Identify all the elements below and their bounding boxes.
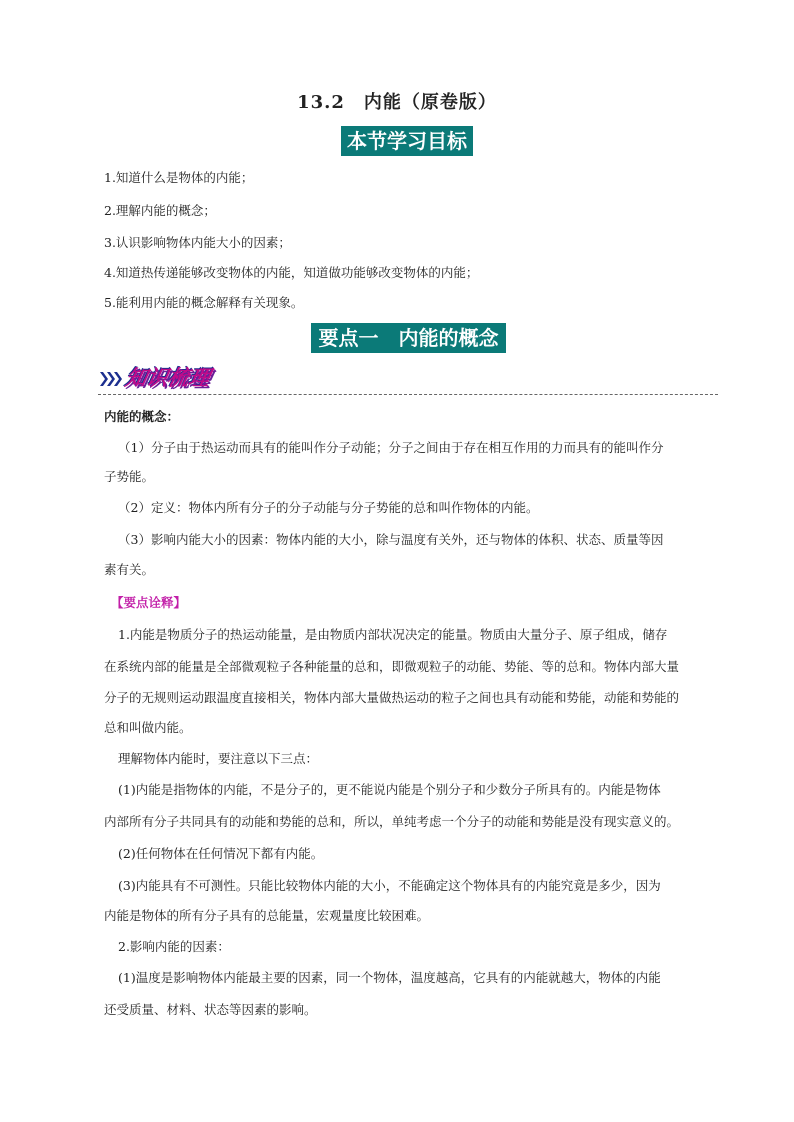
page-title: 13.2 内能（原卷版） [297,92,497,113]
paragraph-line: 还受质量、材料、状态等因素的影响。 [104,1002,317,1017]
key-notes-heading: 【要点诠释】 [111,595,187,610]
paragraph-line: 在系统内部的能量是全部微观粒子各种能量的总和，即微观粒子的动能、势能、等的总和。物体内部大量 [104,659,680,674]
paragraph-line: (1)温度是影响物体内能最主要的因素，同一个物体，温度越高，它具有的内能就越大，物体的内能 [118,970,661,985]
paragraph-line: 总和叫做内能。 [104,720,192,735]
paragraph-line: (3)内能具有不可测性。只能比较物体内能的大小，不能确定这个物体具有的内能究竟是多少，因为 [118,878,661,893]
paragraph-line: 子势能。 [104,469,155,484]
goal-item: 5.能利用内能的概念解释有关现象。 [104,295,304,310]
goal-item: 3.认识影响物体内能大小的因素； [104,235,291,250]
paragraph-line: 2.影响内能的因素： [118,939,230,954]
key-point-1-banner: 要点一 内能的概念 [311,323,506,353]
paragraph-line: (1)内能是指物体的内能，不是分子的，更不能说内能是个别分子和少数分子所具有的。内能是物体 [118,782,661,797]
paragraph-line: (2)任何物体在任何情况下都有内能。 [118,846,324,861]
goal-item: 2.理解内能的概念； [104,203,216,218]
paragraph-line: 内能是物体的所有分子具有的总能量，宏观量度比较困难。 [104,908,430,923]
paragraph-line: （1）分子由于热运动而具有的能叫作分子动能；分子之间由于存在相互作用的力而具有的能叫作分 [118,440,664,455]
knowledge-header-title: 知识梳理 [123,366,213,390]
paragraph-line: 分子的无规则运动跟温度直接相关，物体内部大量做热运动的粒子之间也具有动能和势能，动能和势能的 [104,690,680,705]
section-divider [98,394,718,395]
paragraph-line: （2）定义：物体内所有分子的分子动能与分子势能的总和叫作物体的内能。 [118,500,539,515]
concept-heading: 内能的概念： [104,409,180,424]
paragraph-line: （3）影响内能大小的因素：物体内能的大小，除与温度有关外，还与物体的体积、状态、质量等因 [118,532,664,547]
paragraph-line: 理解物体内能时，要注意以下三点： [118,751,319,766]
goal-item: 1.知道什么是物体的内能； [104,170,254,185]
paragraph-line: 素有关。 [104,562,155,577]
paragraph-line: 1.内能是物质分子的热运动能量，是由物质内部状况决定的能量。物质由大量分子、原子组成，储存 [118,627,668,642]
goal-item: 4.知道热传递能够改变物体的内能，知道做功能够改变物体的内能； [104,265,479,280]
knowledge-section-header [98,360,718,396]
paragraph-line: 内部所有分子共同具有的动能和势能的总和，所以，单纯考虑一个分子的动能和势能是没有现实意义的。 [104,814,680,829]
learning-goals-banner: 本节学习目标 [341,126,473,156]
